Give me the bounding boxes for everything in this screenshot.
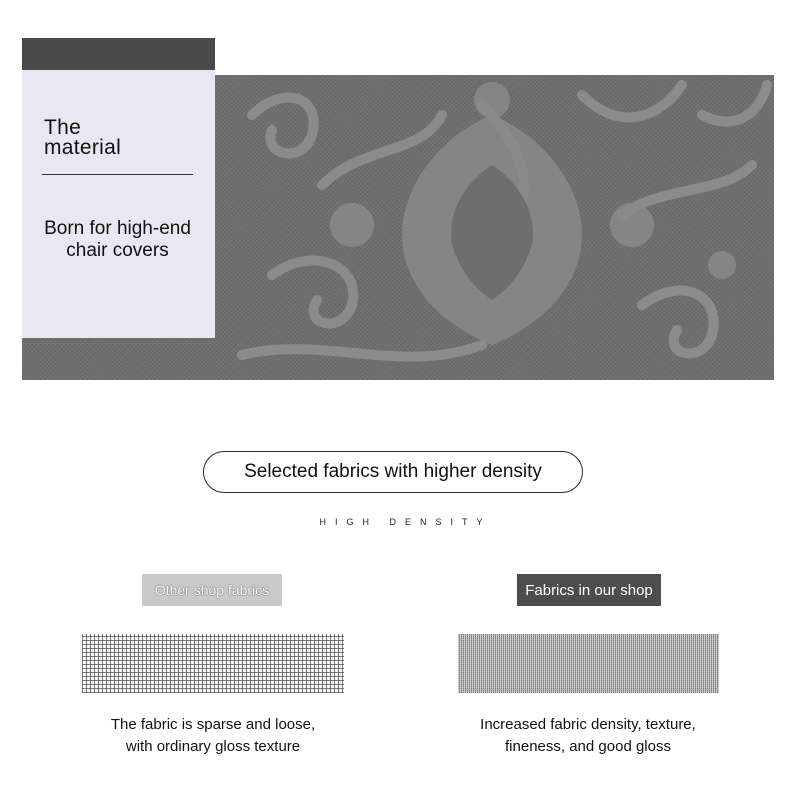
title-divider	[42, 174, 193, 175]
other-shop-label	[142, 574, 282, 606]
material-subtitle: Born for high-end chair covers	[44, 218, 191, 261]
card-header-bar	[22, 38, 215, 71]
other-fabric-caption: The fabric is sparse and loose, with ordinary gloss texture	[110, 716, 316, 755]
our-shop-label	[517, 574, 661, 606]
other-shop-label-text: Other shop fabrics	[154, 582, 270, 598]
density-subheading: HIGH DENSITY	[319, 517, 492, 527]
sparse-fabric-swatch	[82, 634, 344, 693]
material-info-card	[22, 70, 215, 338]
our-shop-label-text: Fabrics in our shop	[525, 581, 653, 599]
our-fabric-caption: Increased fabric density, texture, fineness, and good gloss	[480, 716, 696, 755]
material-title: The material	[44, 116, 122, 159]
dense-fabric-swatch	[458, 634, 719, 693]
density-heading: Selected fabrics with higher density	[244, 461, 542, 482]
density-heading-pill	[203, 451, 583, 493]
